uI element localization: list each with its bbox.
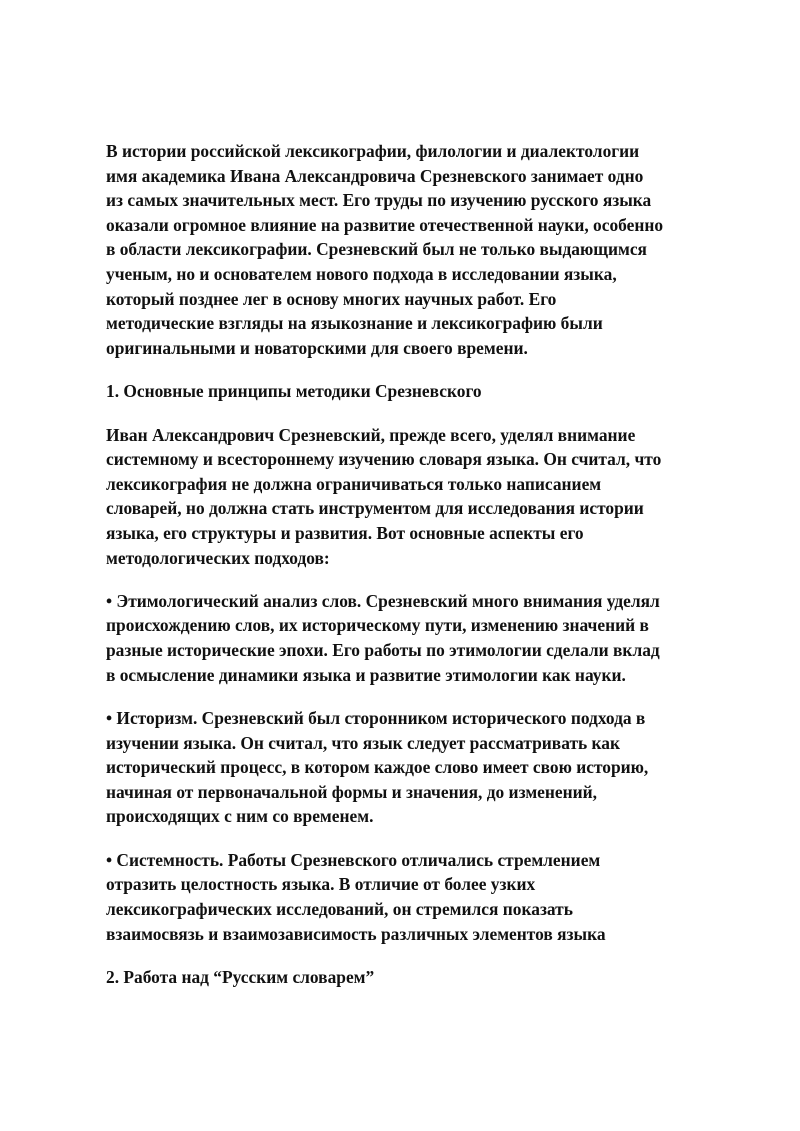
text-line: происхождению слов, их историческому пути, изменению значений в	[106, 615, 649, 636]
text-line: происходящих с ним со временем.	[106, 806, 374, 827]
heading-text: 2. Работа над “Русским словарем”	[106, 967, 375, 987]
text-line: исторический процесс, в котором каждое слово имеет свою историю,	[106, 757, 649, 778]
text-line: разные исторические эпохи. Его работы по этимологии сделали вклад	[106, 640, 660, 661]
bullet-systematicity	[106, 848, 724, 946]
text-line: • Этимологический анализ слов. Срезневский много внимания уделял	[106, 590, 660, 611]
text-line: изучении языка. Он считал, что язык следует рассматривать как	[106, 732, 620, 753]
text-line: • Системность. Работы Срезневского отличались стремлением	[106, 849, 601, 870]
text-line: ученым, но и основателем нового подхода в исследовании языка,	[106, 263, 617, 284]
bullet-historism	[106, 706, 724, 829]
intro-paragraph	[106, 139, 724, 360]
text-line: в осмысление динамики языка и развитие этимологии как науки.	[106, 664, 626, 685]
section-heading-1	[106, 379, 724, 404]
text-line: отразить целостность языка. В отличие от более узких	[106, 874, 536, 895]
text-line: оригинальными и новаторскими для своего времени.	[106, 337, 528, 358]
document-body	[106, 139, 724, 1008]
text-line: лексикографических исследований, он стремился показать	[106, 899, 573, 920]
text-line: В истории российской лексикографии, филологии и диалектологии	[106, 141, 640, 161]
text-line: лексикография не должна ограничиваться только написанием	[106, 473, 602, 494]
text-line: в области лексикографии. Срезневский был не только выдающимся	[106, 239, 647, 260]
section-heading-2	[106, 965, 724, 990]
bullet-etymology	[106, 589, 724, 687]
text-line: из самых значительных мест. Его труды по изучению русского языка	[106, 190, 652, 211]
heading-text: 1. Основные принципы методики Срезневского	[106, 381, 482, 402]
section-1-intro-paragraph	[106, 423, 724, 571]
text-line: системному и всестороннему изучению словаря языка. Он считал, что	[106, 449, 662, 470]
text-line: начиная от первоначальной формы и значения, до изменений,	[106, 781, 598, 802]
text-line: который позднее лег в основу многих научных работ. Его	[106, 288, 557, 309]
text-line: методические взгляды на языкознание и лексикографию были	[106, 313, 603, 334]
text-line: • Историзм. Срезневский был сторонником исторического подхода в	[106, 708, 646, 729]
text-line: имя академика Ивана Александровича Срезневского занимает одно	[106, 165, 644, 186]
text-line: словарей, но должна стать инструментом для исследования истории	[106, 498, 644, 519]
text-line: методологических подходов:	[106, 547, 330, 568]
text-line: Иван Александрович Срезневский, прежде всего, уделял внимание	[106, 424, 636, 445]
text-line: взаимосвязь и взаимозависимость различных элементов языка	[106, 923, 606, 944]
text-line: языка, его структуры и развития. Вот основные аспекты его	[106, 522, 584, 543]
text-line: оказали огромное влияние на развитие отечественной науки, особенно	[106, 214, 664, 235]
